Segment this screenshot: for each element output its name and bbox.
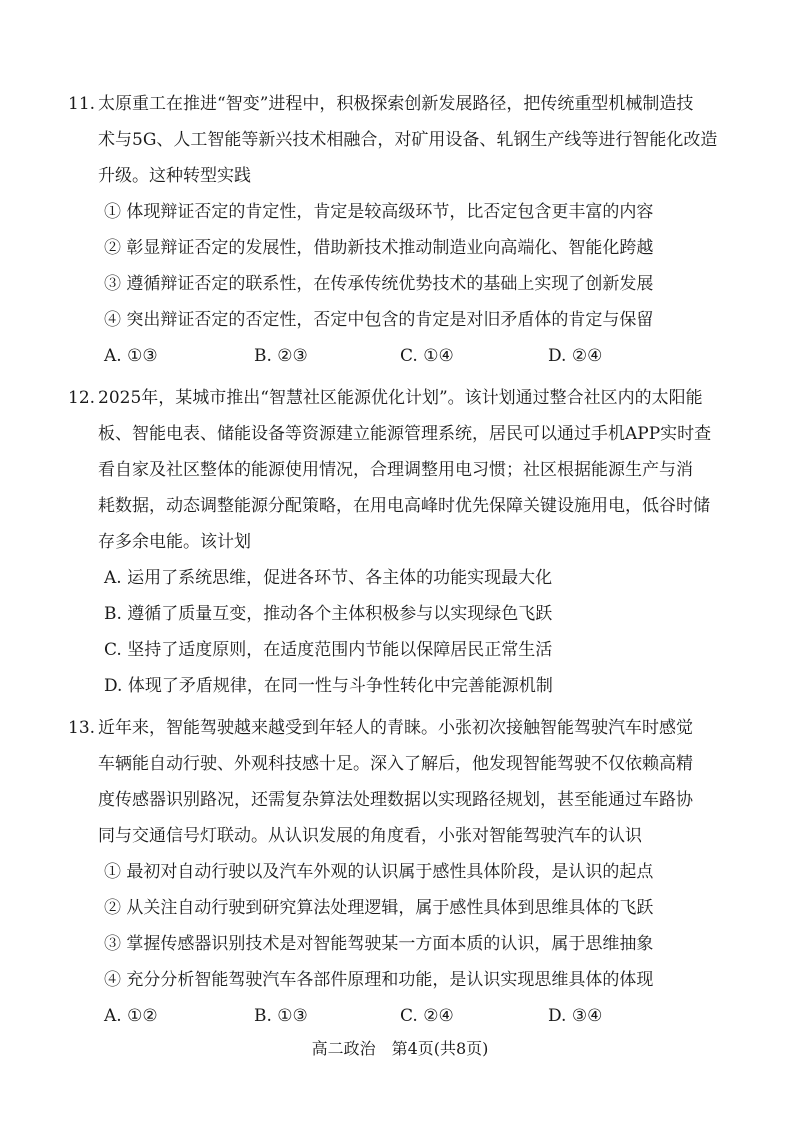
option-a: A. ①② xyxy=(104,1006,158,1026)
question-number: 12. xyxy=(68,388,96,408)
question-stem-line: 存多余电能。该计划 xyxy=(98,532,251,552)
statement-1: ① 最初对自动行驶以及汽车外观的认识属于感性具体阶段，是认识的起点 xyxy=(104,862,654,882)
statement-3: ③ 掌握传感器识别技术是对智能驾驶某一方面本质的认识，属于思维抽象 xyxy=(104,934,654,954)
option-d: D. ③④ xyxy=(548,1006,603,1026)
answer-options xyxy=(98,338,738,374)
option-a: A. 运用了系统思维，促进各环节、各主体的功能实现最大化 xyxy=(104,568,553,588)
option-d: D. 体现了矛盾规律，在同一性与斗争性转化中完善能源机制 xyxy=(104,676,553,696)
option-c: C. 坚持了适度原则，在适度范围内节能以保障居民正常生活 xyxy=(104,640,553,660)
option-c: C. ②④ xyxy=(400,1006,454,1026)
statement-1: ① 体现辩证否定的肯定性，肯定是较高级环节，比否定包含更丰富的内容 xyxy=(104,202,654,222)
statement-4: ④ 充分分析智能驾驶汽车各部件原理和功能，是认识实现思维具体的体现 xyxy=(104,970,654,990)
option-d: D. ②④ xyxy=(548,346,603,366)
question-stem-line: 2025年，某城市推出“智慧社区能源优化计划”。该计划通过整合社区内的太阳能 xyxy=(98,388,703,408)
question-stem-line: 耗数据，动态调整能源分配策略，在用电高峰时优先保障关键设施用电，低谷时储 xyxy=(98,496,710,516)
statement-3: ③ 遵循辩证否定的联系性，在传承传统优势技术的基础上实现了创新发展 xyxy=(104,274,654,294)
question-stem-line: 太原重工在推进“智变”进程中，积极探索创新发展路径，把传统重型机械制造技 xyxy=(98,94,694,114)
statement-2: ② 彰显辩证否定的发展性，借助新技术推动制造业向高端化、智能化跨越 xyxy=(104,238,654,258)
statement-2: ② 从关注自动行驶到研究算法处理逻辑，属于感性具体到思维具体的飞跃 xyxy=(104,898,654,918)
option-b: B. ②③ xyxy=(254,346,308,366)
question-stem-line: 板、智能电表、储能设备等资源建立能源管理系统，居民可以通过手机APP实时查 xyxy=(98,424,712,444)
question-stem-line: 升级。这种转型实践 xyxy=(98,166,251,186)
question-stem-line: 看自家及社区整体的能源使用情况，合理调整用电习惯；社区根据能源生产与消 xyxy=(98,460,693,480)
option-b: B. 遵循了质量互变，推动各个主体积极参与以实现绿色飞跃 xyxy=(104,604,553,624)
question-stem-line: 术与5G、人工智能等新兴技术相融合，对矿用设备、轧钢生产线等进行智能化改造 xyxy=(98,130,718,150)
question-stem-line: 度传感器识别路况，还需复杂算法处理数据以实现路径规划，甚至能通过车路协 xyxy=(98,790,693,810)
question-11 xyxy=(68,86,738,374)
answer-options xyxy=(98,998,738,1034)
option-a: A. ①③ xyxy=(104,346,158,366)
question-12 xyxy=(68,380,738,704)
question-number: 13. xyxy=(68,718,96,738)
option-c: C. ①④ xyxy=(400,346,454,366)
statement-4: ④ 突出辩证否定的否定性，否定中包含的肯定是对旧矛盾体的肯定与保留 xyxy=(104,310,654,330)
question-13 xyxy=(68,710,738,1034)
question-stem-line: 车辆能自动行驶、外观科技感十足。深入了解后，他发现智能驾驶不仅依赖高精 xyxy=(98,754,693,774)
question-stem-line: 近年来，智能驾驶越来越受到年轻人的青睐。小张初次接触智能驾驶汽车时感觉 xyxy=(98,718,693,738)
question-stem-line: 同与交通信号灯联动。从认识发展的角度看，小张对智能驾驶汽车的认识 xyxy=(98,826,642,846)
option-b: B. ①③ xyxy=(254,1006,308,1026)
question-number: 11. xyxy=(68,94,96,114)
page-footer: 高二政治 第4页(共8页) xyxy=(311,1039,489,1058)
